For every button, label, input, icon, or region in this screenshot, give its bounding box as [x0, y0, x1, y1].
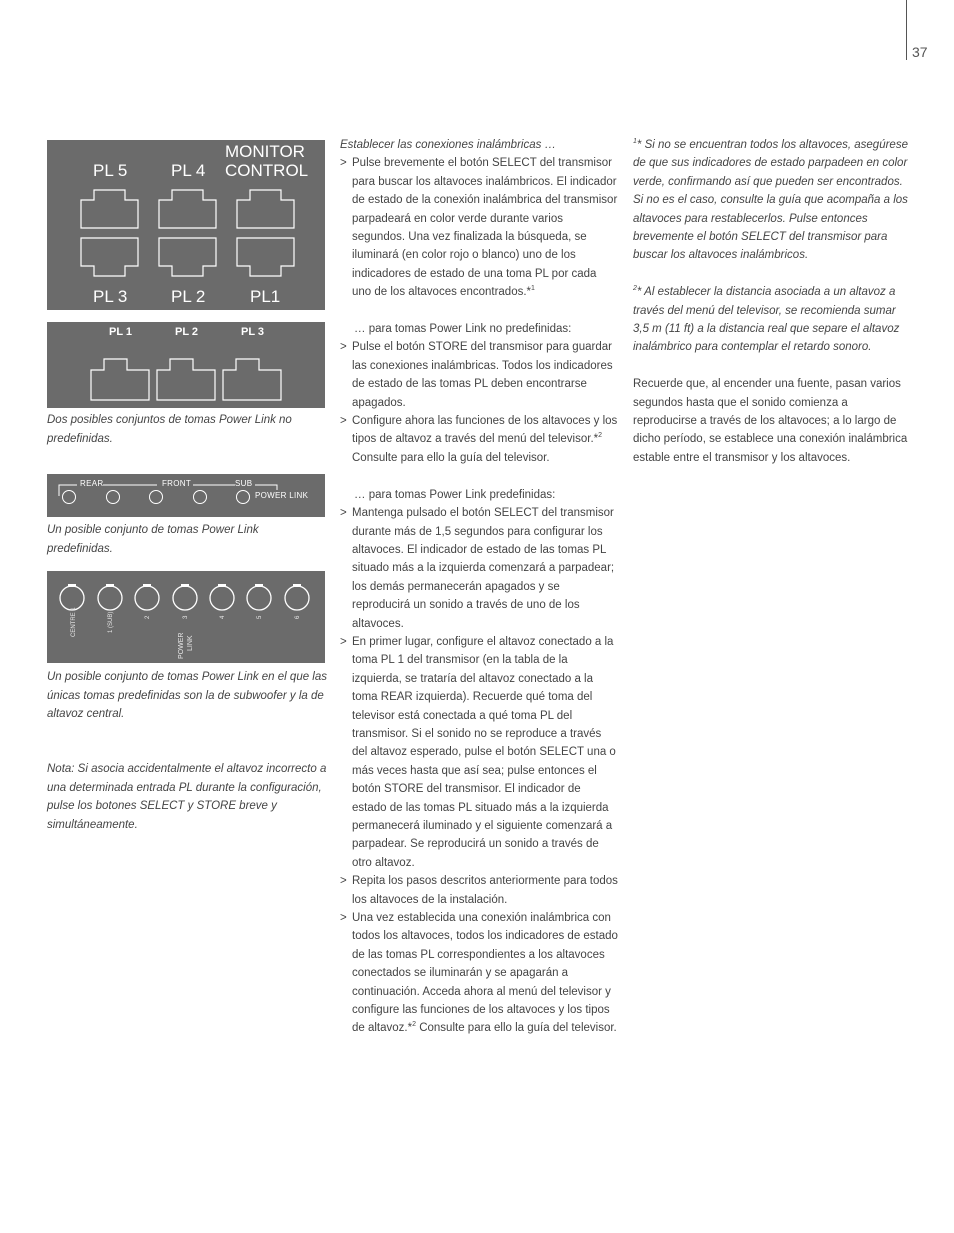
label-centre: CENTRE 1 [71, 607, 77, 637]
led-front-2 [194, 491, 207, 504]
steps-list-1 [340, 154, 618, 301]
label-pl2: PL 2 [171, 287, 206, 306]
footnote-1: $^1$* Si no se encuentran todos los altavoces, asegúrese de que sus indicadores de estado parpadeen en color verde, confirmando así que pueden ser encontrados. Si no es el caso, consulte la guía que acompaña a los altavoces para restablecerlos. Pulse entonces brevemente el botón SELECT del transmisor para buscar los altavoces inalámbricos. [633, 138, 908, 262]
panel-power-link-round [47, 571, 325, 663]
label-pl1: PL1 [250, 287, 281, 306]
label-monitor: MONITOR [225, 142, 305, 161]
label-power: POWER [178, 632, 185, 659]
socket-pl-2 [157, 359, 215, 400]
list-item: > Pulse brevemente el botón SELECT del transmisor para buscar los altavoces inalámbricos. El indicador de estado de la conexión inalámbrica del transmisor parpadeará en color verde durante varios segundos. Una vez finalizada la búsqueda, se iluminará (en color rojo o blanco) uno de los indicadores de estado de una toma PL por cada uno de los altavoces encontrados.*$^1$ [340, 154, 618, 301]
socket-2 [135, 586, 159, 610]
led-rear-2 [107, 491, 120, 504]
page-number: 37 [912, 44, 928, 60]
socket-pl-1 [91, 359, 149, 400]
socket-pl2 [159, 238, 216, 276]
note-text: Nota: Si asocia accidentalmente el altavoz incorrecto a una determinada entrada PL durante la configuración, pulse los botones SELECT y STORE breve y simultáneamente. [47, 763, 327, 831]
label-rear: REAR [80, 479, 104, 488]
label-2: 2 [145, 615, 151, 619]
socket-sub [98, 586, 122, 610]
socket-3 [173, 586, 197, 610]
led-sub [237, 491, 250, 504]
steps-list-2 [340, 338, 618, 467]
label-3: 3 [183, 615, 189, 619]
right-column [633, 136, 911, 467]
socket-monitor [237, 190, 294, 228]
caption-round-sockets: Un posible conjunto de tomas Power Link en el que las únicas tomas predefinidas son la de subwoofer y la de altavoz central. [47, 671, 328, 720]
label-link: LINK [187, 635, 194, 651]
steps-list-3 [340, 504, 618, 1038]
socket-pl3 [81, 238, 138, 276]
socket-5 [247, 586, 271, 610]
label-1-sub: 1 (SUB) [108, 611, 114, 633]
section-heading: Establecer las conexiones inalámbricas … [340, 139, 557, 151]
socket-pl-3 [223, 359, 281, 400]
page-rule [906, 0, 907, 60]
middle-column [340, 136, 618, 1038]
caption-predefined: Un posible conjunto de tomas Power Link predefinidas. [47, 524, 259, 555]
label-pl-1: PL 1 [109, 326, 133, 338]
socket-pl1 [237, 238, 294, 276]
label-front: FRONT [162, 479, 192, 488]
label-pl4: PL 4 [171, 161, 206, 180]
label-pl-2: PL 2 [175, 326, 199, 338]
reminder-paragraph: Recuerde que, al encender una fuente, pasan varios segundos hasta que el sonido comienza a reproducirse a través de los altavoces; a lo largo de dicho período, se establece una conexión inalámbrica estable entre el transmisor y los altavoces. [633, 378, 908, 464]
list-item: > Mantenga pulsado el botón SELECT del transmisor durante más de 1,5 segundos para configurar los altavoces. El indicador de estado de las tomas PL situado más a la izquierda comenzará a parpadear; los demás permanecerán apagados y se reproducirá un sonido a través de uno de los altavoces. [340, 504, 618, 633]
list-item: > Configure ahora las funciones de los altavoces y los tipos de altavoz a través del menú del televisor.*$^2$ Consulte para ello la guía del televisor. [340, 412, 618, 467]
label-4: 4 [220, 615, 226, 619]
socket-4 [210, 586, 234, 610]
socket-pl5 [81, 190, 138, 228]
label-pl3: PL 3 [93, 287, 128, 306]
label-control: CONTROL [225, 161, 309, 180]
panel-pl-sockets-three [47, 322, 325, 408]
label-pl5: PL 5 [93, 161, 128, 180]
caption-no-predefined: Dos posibles conjuntos de tomas Power Link no predefinidas. [47, 414, 292, 445]
led-front-1 [150, 491, 163, 504]
label-pl-3: PL 3 [241, 326, 265, 338]
label-5: 5 [257, 615, 263, 619]
subheading-no-predefined: … para tomas Power Link no predefinidas: [354, 323, 572, 336]
socket-6 [285, 586, 309, 610]
panel-power-link-predefined [47, 474, 325, 517]
list-item: > Repita los pasos descritos anteriormente para todos los altavoces de la instalación. [340, 872, 618, 909]
label-power-link: POWER LINK [255, 491, 309, 500]
socket-pl4 [159, 190, 216, 228]
list-item: > Pulse el botón STORE del transmisor para guardar las conexiones inalámbricas. Todos los indicadores de estado de las tomas PL deben encontrarse apagados. [340, 338, 618, 412]
footnote-2: $^2$* Al establecer la distancia asociada a un altavoz a través del menú del televisor, se recomienda sumar 3,5 m (11 ft) a la distancia real que separe el altavoz inalámbrico para contemplar el retardo sonoro. [633, 285, 900, 354]
list-item: > Una vez establecida una conexión inalámbrica con todos los altavoces, todos los indicadores de estado de las tomas PL correspondientes a los altavoces conectados se iluminarán y se apagarán a continuación. Acceda ahora al menú del televisor y configure las funciones de los altavoces y los tipos de altavoz.*$^2$ Consulte para ello la guía del televisor. [340, 909, 618, 1038]
label-sub: SUB [235, 479, 253, 488]
subheading-predefined: … para tomas Power Link predefinidas: [354, 488, 556, 501]
label-6: 6 [295, 615, 301, 619]
list-item: > En primer lugar, configure el altavoz conectado a la toma PL 1 del transmisor (en la tabla de la izquierda, se trataría del altavoz conectado a la toma REAR izquierda). Recuerde qué toma del televisor está conectada a qué toma PL del transmisor. Si el sonido no se reproduce a través del altavoz esperado, pulse el botón SELECT una o más veces hasta que así sea; pulse entonces el botón STORE del transmisor. El indicador de estado de las tomas PL situado más a la izquierda permanecerá iluminado y el siguiente comenzará a parpadear. Se reproducirá un sonido a través de otro altavoz. [340, 633, 618, 872]
led-rear-1 [63, 491, 76, 504]
panel-pl-sockets-six [47, 140, 325, 310]
